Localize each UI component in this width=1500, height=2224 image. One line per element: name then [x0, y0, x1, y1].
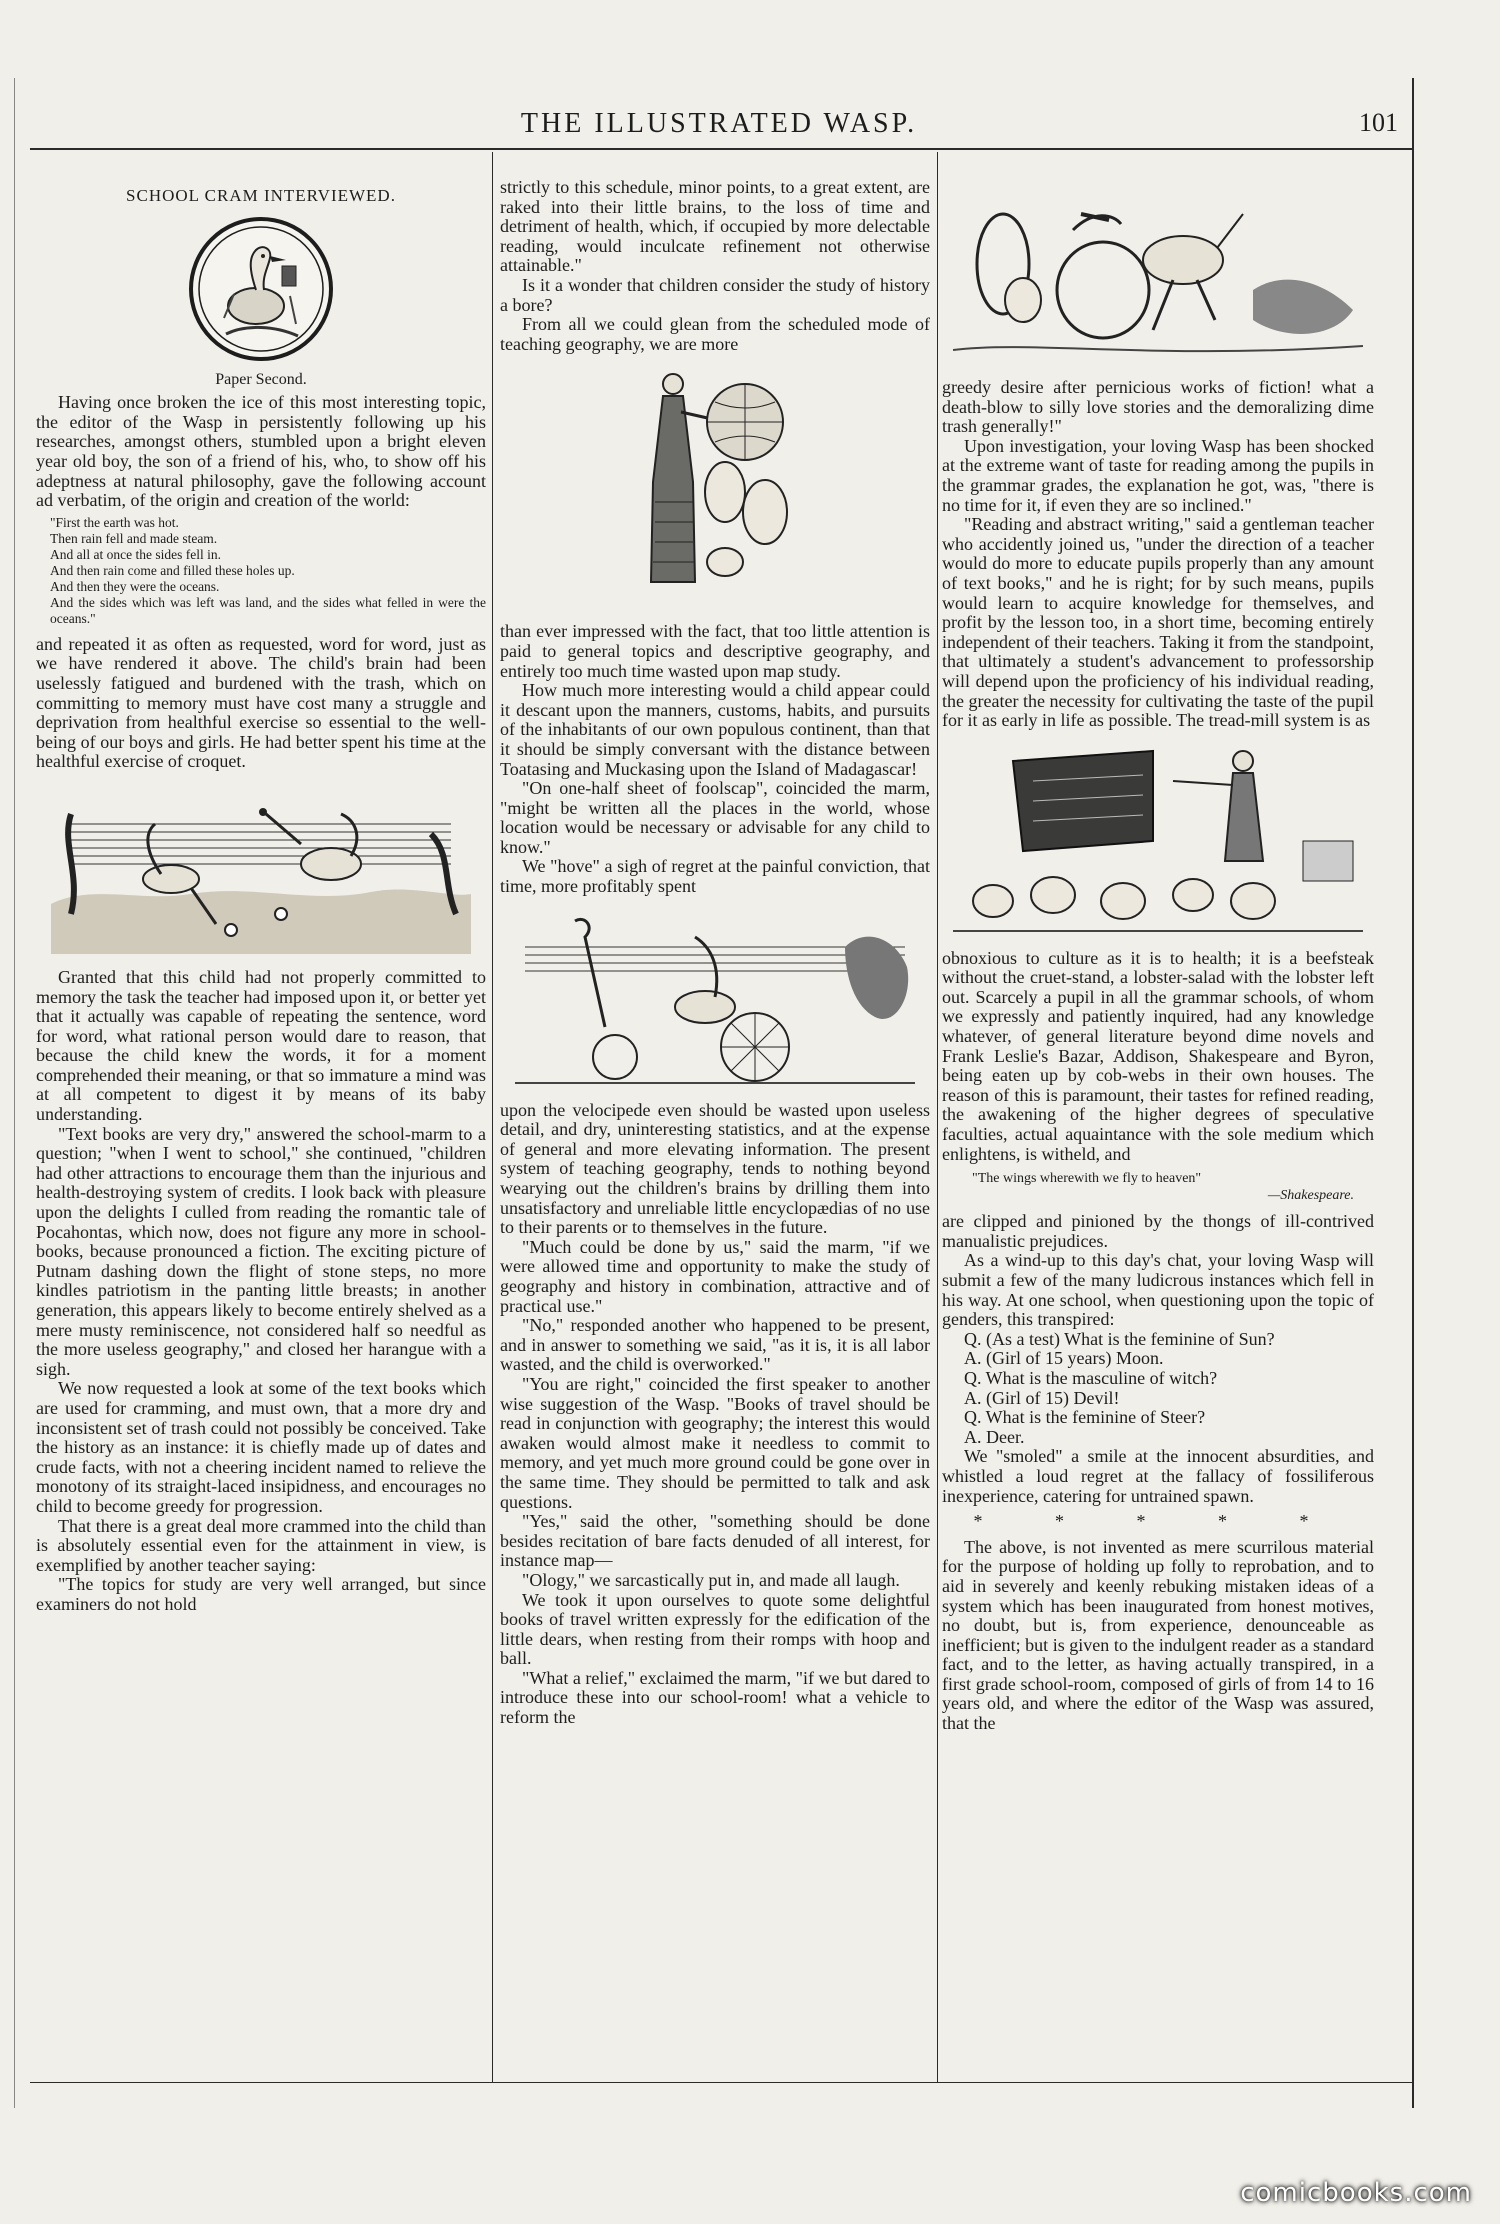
qa-line: A. (Girl of 15) Devil! — [964, 1387, 1120, 1408]
column-divider-1 — [492, 152, 493, 2082]
paragraph: "Ology," we sarcastically put in, and made all laugh. — [522, 1569, 900, 1590]
paragraph: greedy desire after pernicious works of fiction! what a death-blow to silly love stories and the demoralizing dime trash generally!" — [942, 377, 1374, 437]
paragraph: "Much could be done by us," said the marm, "if we were allowed time and opportunity to make the study of geography and history in combination, attractive and of practical use." — [500, 1236, 930, 1316]
paragraph: than ever impressed with the fact, that too little attention is paid to general topics and descriptive geography, and entirely too much time wasted upon map study. — [500, 621, 930, 681]
paragraph: That there is a great deal more crammed into the child than is absolutely essential even for the attainment in view, is exemplified by another teacher saying: — [36, 1515, 486, 1575]
qa-line: A. Deer. — [964, 1426, 1025, 1447]
qa-line: Q. What is the feminine of Steer? — [964, 1407, 1206, 1428]
paragraph: "You are right," coincided the first speaker to another wise suggestion of the Wasp. "Books of travel should be read in conjunction with geography; the interest this would awaken would almost make it needless to commit to memory, and yet much more ground could be gone over in the same time. They should be permitted to talk and ask questions. — [500, 1373, 930, 1512]
paragraph: "Reading and abstract writing," said a gentleman teacher who accidently joined us, "under the direction of a teacher would do more to educate pupils properly than any amount of text books," and he is right; for by such means, pupils would learn to acquire knowledge for themselves, and profit by the lesson too, in a short time, becoming entirely independent of their teachers. Taking it from the standpoint, that ultimately a student's advancement to professorship will depend upon the proficiency of his individual reading, the greater the necessity for cultivating the taste of the pupil for it as early in life as possible. The tread-mill system is as — [942, 514, 1374, 731]
paragraph: upon the velocipede even should be wasted upon useless detail, and dry, uninteresting statistics, and at the expense of general and more elevating information. The present system of teaching geography, tends to nothing beyond wearying out the children's brains by drilling them into unsatisfactory and unreliable little encyclopædias of no use to their parents or to themselves in the future. — [500, 1099, 930, 1238]
paragraph: obnoxious to culture as it is to health; it is a beefsteak without the cruet-stand, a lobster-salad with the lobster left out. Scarcely a pupil in all the grammar schools, of whom we expressly and patiently inquired, had any knowledge whatever, of general literature beyond dime novels and Frank Leslie's Bazar, Addison, Shakespeare and Byron, being eaten up by cob-webs in their own houses. The reason of this is paramount, their tastes for refined reading, the awakening of the higher degrees of speculative faculties, actual aquaintance with the sole medium which enlightens, is witheld, and — [942, 947, 1374, 1164]
qa-list — [942, 1330, 1374, 1448]
wasp-vignette-illustration — [186, 214, 336, 364]
classroom-geese-illustration — [953, 741, 1363, 941]
qa-line: A. (Girl of 15 years) Moon. — [964, 1348, 1164, 1369]
verse-line: Then rain fell and made steam. — [50, 530, 218, 546]
paragraph: "The topics for study are very well arranged, but since examiners do not hold — [36, 1574, 486, 1614]
right-border-line — [1412, 78, 1414, 2108]
paragraph: and repeated it as often as requested, word for word, just as we have rendered it above. The child's brain had been uselessly fatigued and burdened with the trash, which on committing to memory must have cost many a struggle and deprivation from healthful exercise so essential to the well-being of our boys and girls. He had better spent his time at the healthful exercise of croquet. — [36, 633, 486, 772]
paragraph: Having once broken the ice of this most interesting topic, the editor of the Wasp in persistently following up his researches, amongst others, stumbled upon a bright eleven year old boy, the son of a friend of his, who, to show off his adeptness at natural philosophy, gave the following account ad verbatim, of the origin and creation of the world: — [36, 392, 486, 511]
paragraph: "On one-half sheet of foolscap", coincided the marm, "might be written all the places in the world, whose location would be necessary or advisable for any child to know." — [500, 778, 930, 857]
verse-line: And then they were the oceans. — [50, 578, 220, 594]
quote-text: "The wings wherewith we fly to heaven" — [972, 1171, 1202, 1187]
publication-title: THE ILLUSTRATED WASP. — [520, 108, 918, 139]
column-divider-2 — [937, 152, 938, 2082]
paragraph: How much more interesting would a child appear could it descant upon the manners, customs, habits, and pursuits of the inhabitants of our own populous continent, than that it should be simply conversant with the distance between Toatasing and Muckasing upon the Island of Madagascar! — [500, 680, 930, 779]
paragraph: Upon investigation, your loving Wasp has been shocked at the extreme want of taste for reading among the pupils in the grammar grades, the explanation he got, was, "there is no time for it, if even they are so inclined." — [942, 435, 1374, 515]
site-watermark: comicbooks.com — [1240, 2178, 1472, 2208]
verse-line: And then rain come and filled these holes up. — [50, 562, 295, 578]
paragraph: We "hove" a sigh of regret at the painful conviction, that time, more profitably spent — [500, 856, 930, 897]
paragraph: "Text books are very dry," answered the school-marm to a question; "when I went to school," she continued, "children had other attractions to encourage them than the injurious and health-destroying system of credits. I look back with pleasure upon the delights I culled from reading the romantic tale of Pocahontas, which now, does not figure any more in school-books, because pronounced a fiction. The exciting picture of Putnam dashing down the flight of stone steps, no more kindles patriotism in the panting little breasts; in another generation, this appears likely to become entirely shelved as a mere musty reminiscence, not considered half so needful as the more useless geography," and closed her harangue with a sigh. — [36, 1123, 486, 1379]
footer-rule — [30, 2082, 1412, 2083]
qa-line: Q. (As a test) What is the feminine of Sun? — [964, 1328, 1275, 1349]
paragraph: We took it upon ourselves to quote some delightful books of travel written expressly for the edification of the little dears, when resting from their romps with hoop and ball. — [500, 1589, 930, 1669]
velocipede-birds-illustration — [515, 907, 915, 1093]
verse-line: "First the earth was hot. — [50, 514, 179, 530]
paragraph: strictly to this schedule, minor points, to a great extent, are raked into their little brains, to the loss of time and detriment of health, which, if occupied by more delectable reading, would inculcate refinement not otherwise attainable." — [500, 177, 930, 276]
paragraph: As a wind-up to this day's chat, your loving Wasp will submit a few of the many ludicrous instances which fell in his way. At one school, when questioning upon the topic of genders, this transpired: — [942, 1250, 1374, 1330]
section-break-stars: * * * * * — [973, 1511, 1343, 1532]
croquet-birds-illustration — [51, 784, 471, 954]
paragraph: Is it a wonder that children consider the study of history a bore? — [500, 274, 930, 315]
header-rule — [30, 148, 1412, 150]
article-subheading: Paper Second. — [215, 370, 307, 388]
verse-line: And all at once the sides fell in. — [50, 546, 221, 562]
verse-line: And the sides which was left was land, and the sides what felled in were the oceans." — [50, 594, 486, 626]
column-3 — [942, 200, 1374, 1734]
column-2 — [500, 178, 930, 1728]
page-number: 101 — [1359, 108, 1398, 137]
paragraph: We "smoled" a smile at the innocent absurdities, and whistled a loud regret at the fallacy of fossiliferous inexperience, catering for untrained spawn. — [942, 1446, 1374, 1506]
paragraph: "Yes," said the other, "something should be done besides recitation of bare facts denuded of all interest, for instance map— — [500, 1511, 930, 1571]
paragraph: are clipped and pinioned by the thongs of ill-contrived manualistic prejudices. — [942, 1211, 1374, 1251]
quote-attribution: —Shakespeare. — [1267, 1188, 1354, 1204]
paragraph: "No," responded another who happened to be present, and in answer to something we said, "as it is, it is all labor wasted, and the child is overworked." — [500, 1315, 930, 1375]
paragraph: "What a relief," exclaimed the marm, "if we but dared to introduce these into our school-room! what a vehicle to reform the — [500, 1667, 930, 1728]
paragraph: The above, is not invented as mere scurrilous material for the purpose of holding up folly to reprobation, and to aid in severely and keenly rebuking mistaken ideas of a system which has been inaugurated from honest motives, no doubt, but is, from experience, denounceable as inefficient; but is given to the indulgent reader as a standard fact, and to the letter, as having actually transpired, in a first grade school-room, composed of girls of from 14 to 16 years old, and where the editor of the Wasp was assured, that the — [942, 1536, 1374, 1734]
qa-line: Q. What is the masculine of witch? — [964, 1367, 1218, 1388]
page-header — [30, 108, 1408, 148]
shakespeare-quote — [972, 1170, 1374, 1204]
left-border-line — [14, 78, 15, 2108]
paragraph: Granted that this child had not properly committed to memory the task the teacher had imposed upon it, or better yet that it actually was capable of repeating the sentence, word for word, what rational person would dare to reason, that because the child knew the words, it for a moment comprehended their meaning, or that so immature a mind was at all competent to digest it by means of its baby understanding. — [36, 966, 486, 1125]
verse-block — [50, 515, 486, 627]
paragraph: From all we could glean from the scheduled mode of teaching geography, we are more — [500, 314, 930, 354]
hoop-and-goose-illustration — [953, 200, 1363, 366]
teacher-with-globe-illustration — [615, 362, 815, 612]
column-1 — [36, 178, 486, 1615]
article-heading: SCHOOL CRAM INTERVIEWED. — [126, 186, 396, 205]
paragraph: We now requested a look at some of the text books which are used for cramming, and must own, that a more dry and inconsistent set of trash could not possibly be conceived. Take the history as an instance: it is chiefly made up of dates and crude facts, with not a cheering incident named to relieve the monotony of its straight-laced insipidness, and encourages no child to become greedy for progression. — [36, 1378, 486, 1516]
